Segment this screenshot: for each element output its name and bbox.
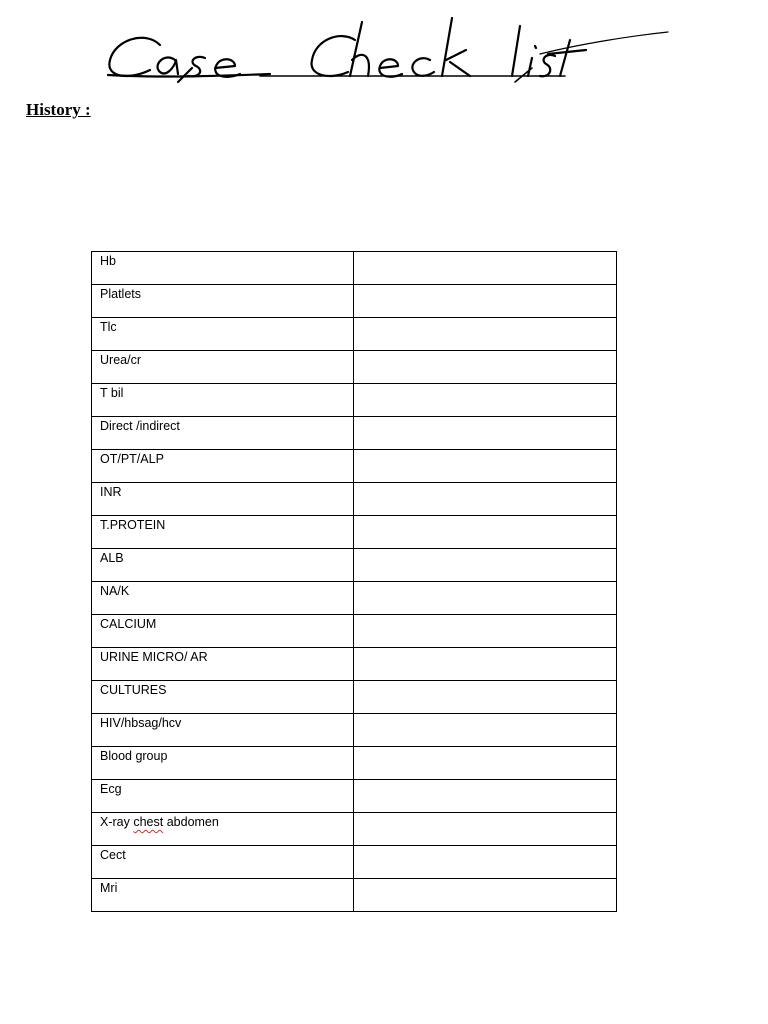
row-label: ALB [92,549,354,582]
table-row [92,351,617,384]
row-value[interactable] [354,516,617,549]
table-row [92,714,617,747]
row-label: Ecg [92,780,354,813]
table-row [92,318,617,351]
row-value[interactable] [354,681,617,714]
row-label: CALCIUM [92,615,354,648]
row-label: URINE MICRO/ AR [92,648,354,681]
row-label: HIV/hbsag/hcv [92,714,354,747]
table-row [92,648,617,681]
row-value[interactable] [354,582,617,615]
table-row [92,516,617,549]
table-row [92,747,617,780]
row-label: Blood group [92,747,354,780]
table-row [92,615,617,648]
row-value[interactable] [354,747,617,780]
row-value[interactable] [354,351,617,384]
row-label: Hb [92,252,354,285]
row-label: INR [92,483,354,516]
table-row [92,846,617,879]
row-value[interactable] [354,648,617,681]
row-value[interactable] [354,714,617,747]
row-value[interactable] [354,417,617,450]
checklist-table [91,251,617,912]
table-row [92,483,617,516]
row-label: X-ray chest abdomen [92,813,354,846]
table-row [92,417,617,450]
table-row [92,813,617,846]
table-row [92,879,617,912]
row-value[interactable] [354,780,617,813]
row-label: Platlets [92,285,354,318]
row-value[interactable] [354,879,617,912]
row-label: T bil [92,384,354,417]
table-row [92,384,617,417]
row-label: Cect [92,846,354,879]
spellcheck-flagged-word: chest [133,815,164,829]
row-value[interactable] [354,615,617,648]
table-row [92,450,617,483]
handwritten-title [100,10,680,90]
row-value[interactable] [354,384,617,417]
handwritten-title-strokes [100,10,680,90]
row-value[interactable] [354,483,617,516]
table-row [92,285,617,318]
row-value[interactable] [354,318,617,351]
table-row [92,780,617,813]
row-value[interactable] [354,285,617,318]
row-label: T.PROTEIN [92,516,354,549]
row-value[interactable] [354,549,617,582]
table-row [92,549,617,582]
row-label: Mri [92,879,354,912]
row-label: Tlc [92,318,354,351]
table-row [92,582,617,615]
table-row [92,252,617,285]
row-value[interactable] [354,846,617,879]
history-heading: History : [26,100,91,119]
row-label: CULTURES [92,681,354,714]
row-label: NA/K [92,582,354,615]
row-label: Direct /indirect [92,417,354,450]
table-row [92,681,617,714]
row-label: Urea/cr [92,351,354,384]
row-value[interactable] [354,450,617,483]
row-label: OT/PT/ALP [92,450,354,483]
row-value[interactable] [354,252,617,285]
row-value[interactable] [354,813,617,846]
